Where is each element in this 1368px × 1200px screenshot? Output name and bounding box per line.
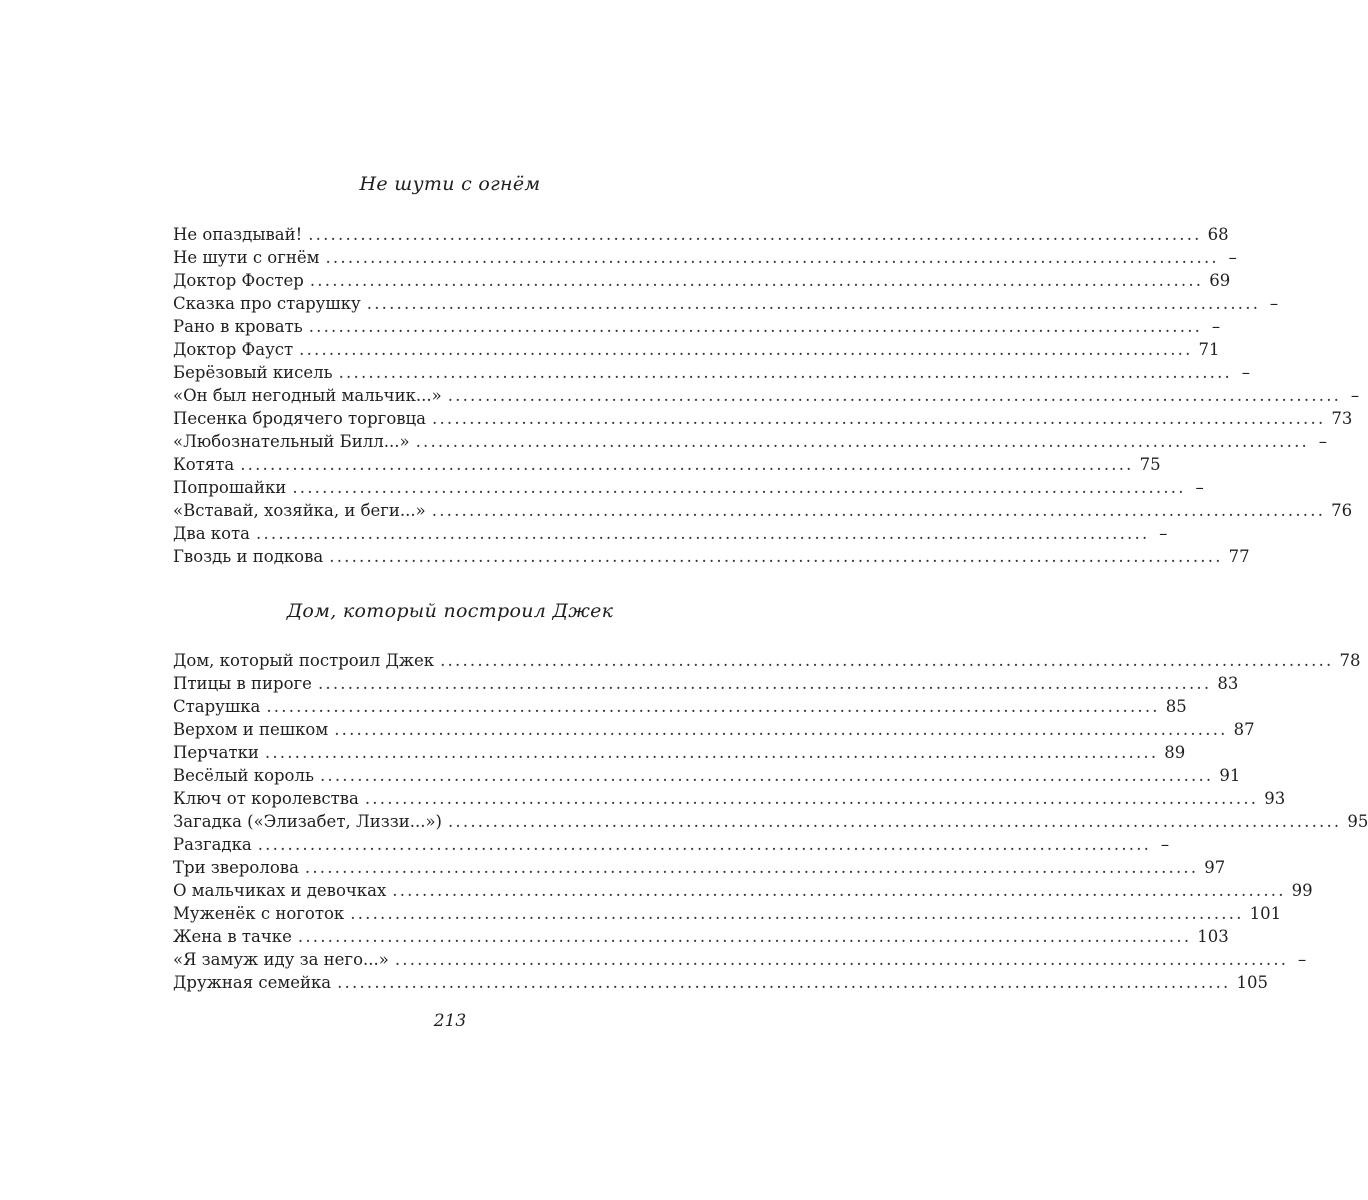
dot-leader: ........................................................................................................................ xyxy=(329,547,1223,566)
toc-entry-title: Верхом и пешком xyxy=(173,720,329,739)
dot-leader: ........................................................................................................................ xyxy=(364,789,1259,808)
toc-entry-page: 93 xyxy=(1264,789,1286,808)
toc-entry-page: 78 xyxy=(1339,651,1361,670)
toc-entry xyxy=(173,223,1229,246)
toc-entry xyxy=(173,833,1170,856)
toc-entry-title: Три зверолова xyxy=(173,858,299,877)
toc-entry-page: 105 xyxy=(1236,973,1268,992)
toc-entry-page: 97 xyxy=(1204,858,1226,877)
toc-entry-page: 87 xyxy=(1233,720,1255,739)
dot-leader: ........................................................................................................................ xyxy=(432,409,1326,428)
toc-entry-page: 89 xyxy=(1164,743,1186,762)
toc-entry-page: 85 xyxy=(1165,697,1187,716)
toc-entry-page: 68 xyxy=(1207,225,1229,244)
toc-entry-title: Старушка xyxy=(173,697,261,716)
toc-entry-title: «Любознательный Билл...» xyxy=(173,432,410,451)
toc-entry-title: Птицы в пироге xyxy=(173,674,312,693)
toc-entry-title: «Он был негодный мальчик...» xyxy=(173,386,442,405)
dot-leader: ........................................................................................................................ xyxy=(394,950,1289,969)
toc-entry xyxy=(173,407,1353,430)
toc-entry xyxy=(173,338,1220,361)
toc-entry-page: 76 xyxy=(1331,501,1353,520)
toc-entry xyxy=(173,499,1353,522)
toc-entry xyxy=(173,879,1313,902)
dot-leader: ........................................................................................................................ xyxy=(317,674,1212,693)
dot-leader: ........................................................................................................................ xyxy=(431,501,1326,520)
toc-entry xyxy=(173,971,1268,994)
dot-leader: ........................................................................................................................ xyxy=(447,812,1342,831)
toc-entry-page: – xyxy=(1160,835,1170,854)
toc-entry xyxy=(173,902,1282,925)
dot-leader: ........................................................................................................................ xyxy=(319,766,1214,785)
dot-leader: ........................................................................................................................ xyxy=(256,524,1150,543)
toc-entry-page: 103 xyxy=(1197,927,1229,946)
toc-entry-page: – xyxy=(1297,950,1307,969)
toc-entry-page: 99 xyxy=(1291,881,1313,900)
toc-entry-title: Весёлый король xyxy=(173,766,314,785)
toc-entry-title: Гвоздь и подкова xyxy=(173,547,324,566)
toc-entry-title: Загадка («Элизабет, Лиззи...») xyxy=(173,812,442,831)
toc-entry-title: Не опаздывай! xyxy=(173,225,303,244)
toc-entry xyxy=(173,315,1221,338)
toc-entry-page: – xyxy=(1195,478,1204,497)
toc-entry xyxy=(173,430,1327,453)
toc-list xyxy=(173,649,1368,994)
dot-leader: ........................................................................................................................ xyxy=(266,697,1160,716)
toc-entry xyxy=(173,695,1187,718)
toc-entry xyxy=(173,718,1255,741)
dot-leader: ........................................................................................................................ xyxy=(308,317,1203,336)
toc-entry-page: 95 xyxy=(1347,812,1368,831)
section-heading: Дом, который построил Джек xyxy=(286,600,614,622)
toc-entry-title: Песенка бродячего торговца xyxy=(173,409,426,428)
toc-entry-page: – xyxy=(1350,386,1360,405)
dot-leader: ........................................................................................................................ xyxy=(447,386,1342,405)
toc-entry xyxy=(173,453,1161,476)
toc-entry-title: Не шути с огнём xyxy=(173,248,320,267)
toc-entry-title: Жена в тачке xyxy=(173,927,292,946)
toc-entry-title: Котята xyxy=(173,455,235,474)
dot-leader: ........................................................................................................................ xyxy=(240,455,1134,474)
dot-leader: ........................................................................................................................ xyxy=(440,651,1334,670)
toc-entry-title: Дом, который построил Джек xyxy=(173,651,435,670)
toc-entry-title: Перчатки xyxy=(173,743,259,762)
dot-leader: ........................................................................................................................ xyxy=(366,294,1261,313)
toc-entry-title: Ключ от королевства xyxy=(173,789,359,808)
toc-entry-title: Сказка про старушку xyxy=(173,294,361,313)
toc-entry-title: Разгадка xyxy=(173,835,252,854)
toc-entry-title: Рано в кровать xyxy=(173,317,303,336)
toc-entry-title: Два кота xyxy=(173,524,250,543)
dot-leader: ........................................................................................................................ xyxy=(338,363,1232,382)
toc-entry-title: Берёзовый кисель xyxy=(173,363,333,382)
toc-entry xyxy=(173,764,1241,787)
toc-entry xyxy=(173,649,1361,672)
toc-entry xyxy=(173,476,1204,499)
toc-entry-title: Доктор Фостер xyxy=(173,271,304,290)
page-number: 213 xyxy=(433,1011,467,1031)
dot-leader: ........................................................................................................................ xyxy=(337,973,1231,992)
toc-entry xyxy=(173,246,1237,269)
toc-entry xyxy=(173,741,1186,764)
dot-leader: ........................................................................................................................ xyxy=(308,225,1202,244)
toc-entry xyxy=(173,948,1307,971)
toc-entry-page: 71 xyxy=(1198,340,1220,359)
toc-entry xyxy=(173,787,1286,810)
toc-entry xyxy=(173,672,1239,695)
toc-entry-title: Доктор Фауст xyxy=(173,340,294,359)
toc-entry xyxy=(173,856,1226,879)
dot-leader: ........................................................................................................................ xyxy=(325,248,1219,267)
toc-entry-title: О мальчиках и девочках xyxy=(173,881,387,900)
toc-entry xyxy=(173,810,1368,833)
toc-entry-page: 75 xyxy=(1139,455,1161,474)
toc-entry xyxy=(173,269,1231,292)
section-heading: Не шути с огнём xyxy=(359,173,541,195)
dot-leader: ........................................................................................................................ xyxy=(415,432,1309,451)
dot-leader: ........................................................................................................................ xyxy=(392,881,1286,900)
dot-leader: ........................................................................................................................ xyxy=(304,858,1199,877)
dot-leader: ........................................................................................................................ xyxy=(297,927,1192,946)
toc-entry xyxy=(173,292,1279,315)
dot-leader: ........................................................................................................................ xyxy=(257,835,1152,854)
toc-entry-page: – xyxy=(1318,432,1327,451)
toc-entry-title: Попрошайки xyxy=(173,478,287,497)
dot-leader: ........................................................................................................................ xyxy=(292,478,1186,497)
toc-entry-page: 73 xyxy=(1331,409,1353,428)
toc-entry xyxy=(173,545,1250,568)
toc-entry-page: – xyxy=(1228,248,1237,267)
dot-leader: ........................................................................................................................ xyxy=(264,743,1159,762)
toc-entry-page: 69 xyxy=(1209,271,1231,290)
dot-leader: ........................................................................................................................ xyxy=(334,720,1228,739)
toc-entry xyxy=(173,384,1360,407)
toc-entry-page: 101 xyxy=(1249,904,1282,923)
toc-entry-title: «Вставай, хозяйка, и беги...» xyxy=(173,501,426,520)
toc-list xyxy=(173,223,1360,568)
toc-entry-page: – xyxy=(1241,363,1250,382)
toc-entry-page: – xyxy=(1211,317,1221,336)
toc-entry-title: Дружная семейка xyxy=(173,973,332,992)
toc-entry-title: Муженёк с ноготок xyxy=(173,904,345,923)
toc-entry-page: – xyxy=(1159,524,1168,543)
dot-leader: ........................................................................................................................ xyxy=(350,904,1244,923)
toc-entry-title: «Я замуж иду за него...» xyxy=(173,950,389,969)
dot-leader: ........................................................................................................................ xyxy=(299,340,1193,359)
toc-entry-page: 83 xyxy=(1217,674,1239,693)
dot-leader: ........................................................................................................................ xyxy=(309,271,1204,290)
toc-entry-page: 91 xyxy=(1219,766,1241,785)
toc-entry xyxy=(173,925,1229,948)
toc-entry-page: 77 xyxy=(1228,547,1250,566)
toc-entry xyxy=(173,522,1168,545)
toc-entry xyxy=(173,361,1250,384)
toc-entry-page: – xyxy=(1269,294,1279,313)
